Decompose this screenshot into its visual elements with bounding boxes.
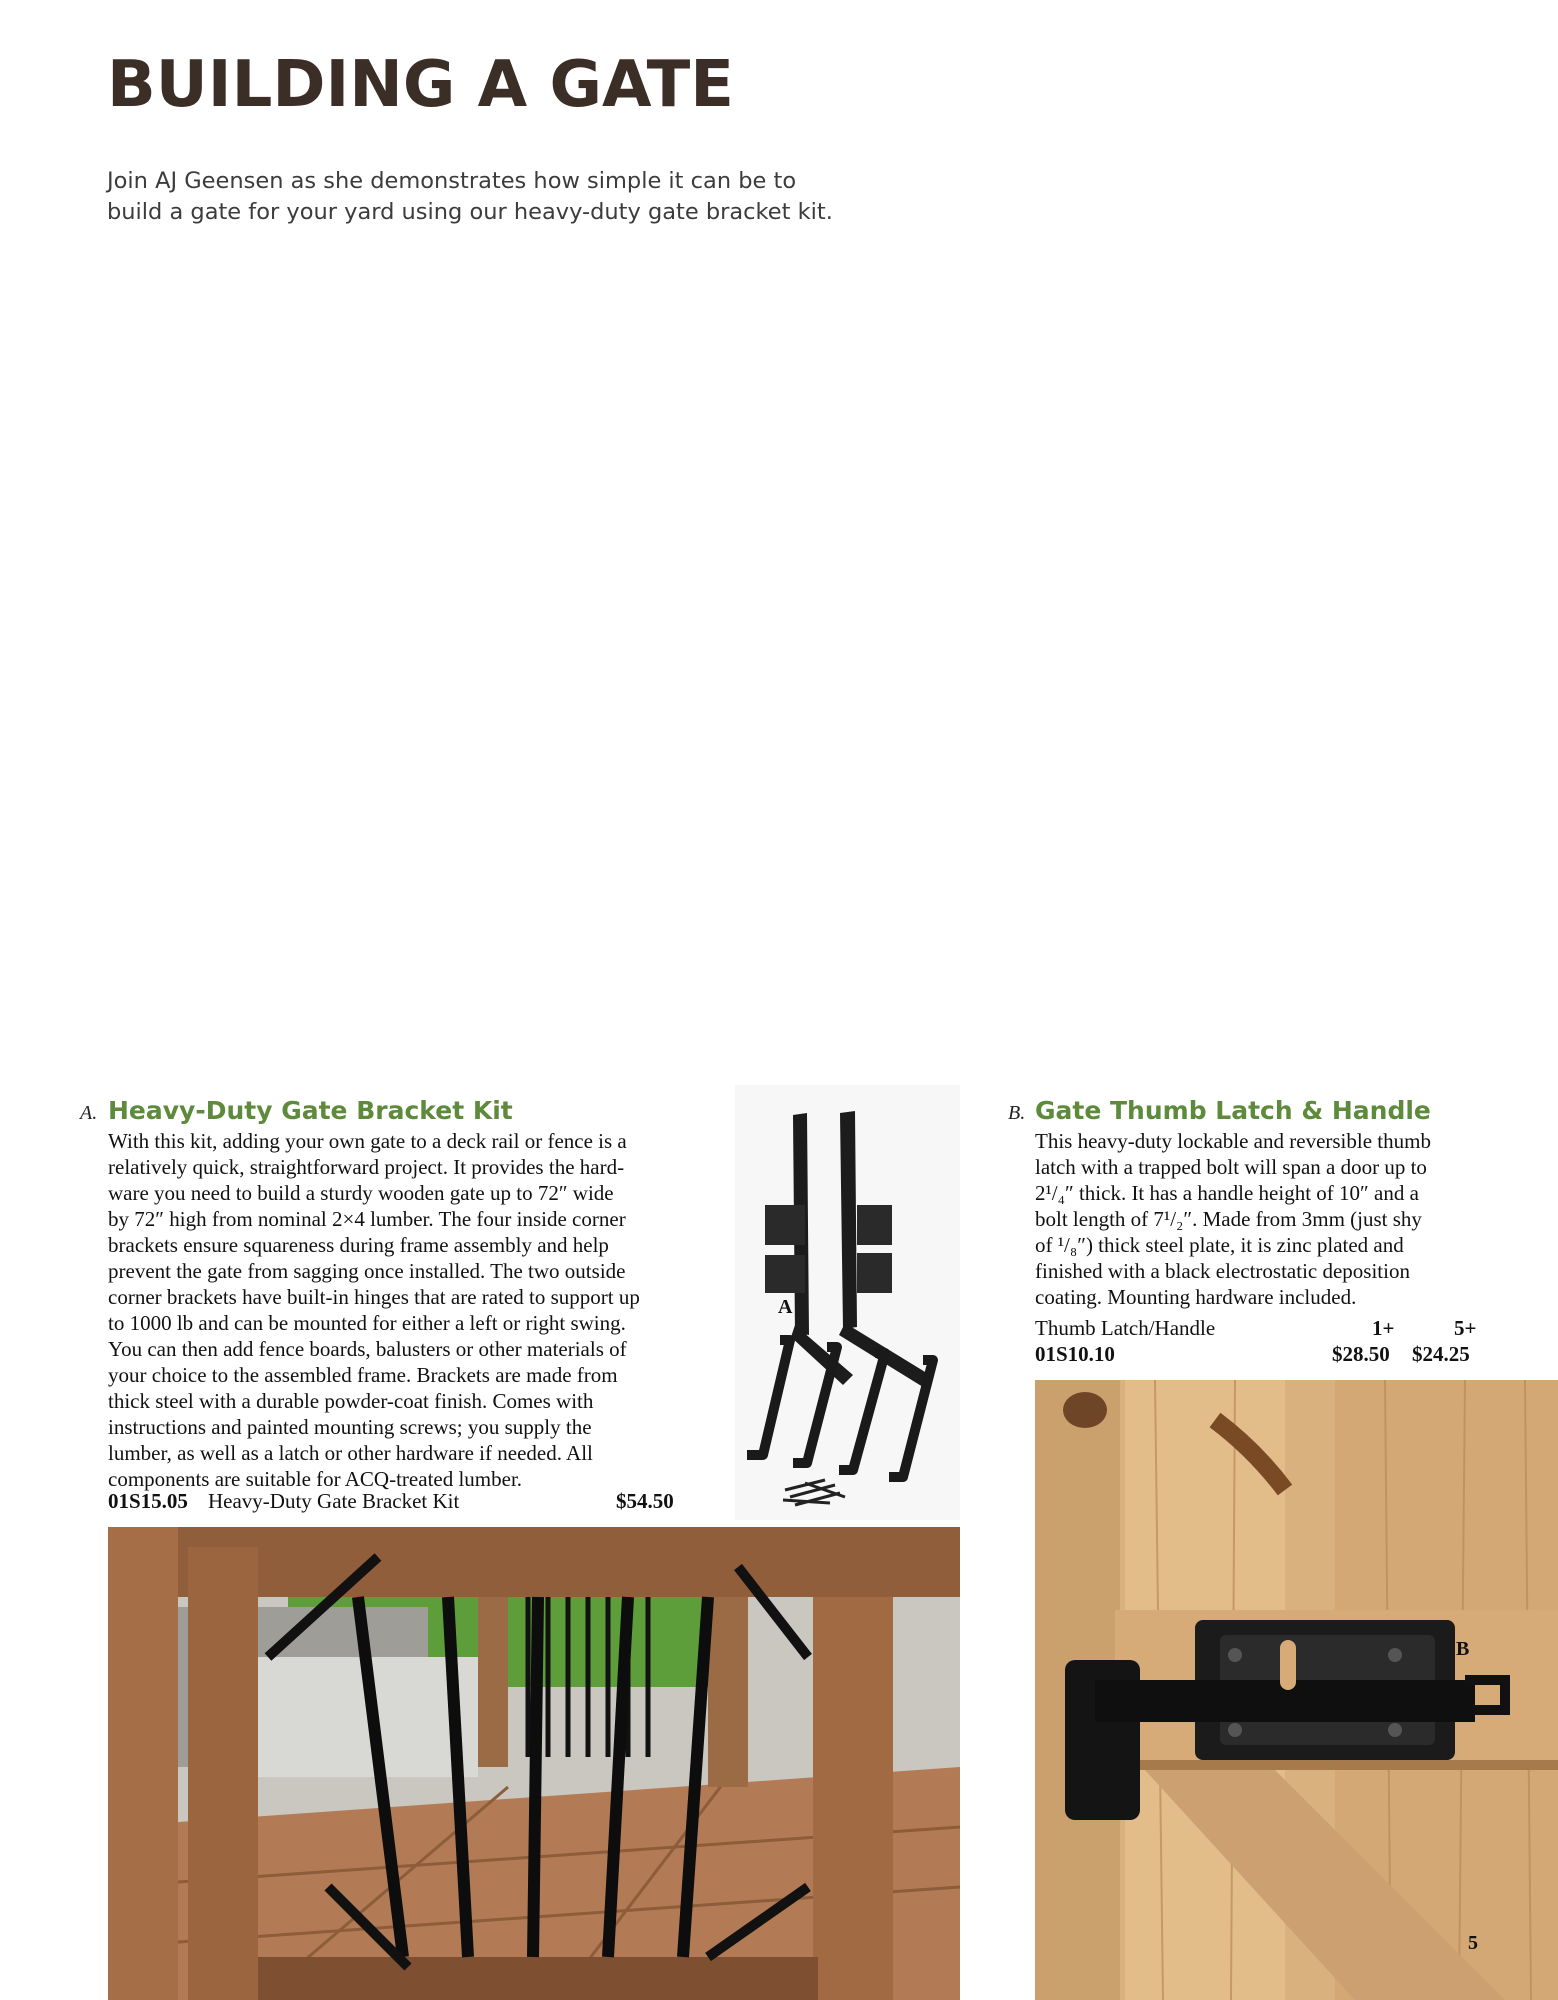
description-line: instructions and painted mounting screws; you supply the xyxy=(108,1415,592,1439)
product-a-sku: 01S15.05 xyxy=(108,1489,188,1513)
product-a-heading: Heavy-Duty Gate Bracket Kit xyxy=(108,1096,513,1125)
product-a-sku-name: Heavy-Duty Gate Bracket Kit xyxy=(208,1489,460,1513)
product-b-price: $28.50 xyxy=(1332,1342,1390,1366)
description-line: prevent the gate from sagging once installed. The two outside xyxy=(108,1259,626,1283)
latch-photo xyxy=(1035,1380,1558,2000)
gate-scene xyxy=(108,1527,960,2000)
product-a-image-label: A xyxy=(778,1296,793,1318)
product-b-qty-header: 1+ xyxy=(1372,1316,1395,1340)
latch-scene xyxy=(1035,1380,1558,2000)
description-line: thick steel with a durable powder-coat finish. Comes with xyxy=(108,1389,594,1413)
description-line: bolt length of 7¹/₂″. Made from 3mm (just shy xyxy=(1035,1207,1422,1231)
intro-line: Join AJ Geensen as she demonstrates how simple it can be to xyxy=(107,168,797,194)
bracket-kit-illustration xyxy=(735,1085,960,1520)
description-line: relatively quick, straightforward project. It provides the hard- xyxy=(108,1155,625,1179)
product-b-qty-header: 5+ xyxy=(1454,1316,1477,1340)
product-b-price: $24.25 xyxy=(1412,1342,1470,1366)
description-line: latch with a trapped bolt will span a door up to xyxy=(1035,1155,1427,1179)
product-a-letter: A. xyxy=(80,1102,98,1124)
description-line: ware you need to build a sturdy wooden gate up to 72″ wide xyxy=(108,1181,614,1205)
description-line: finished with a black electrostatic deposition xyxy=(1035,1259,1410,1283)
description-line: 2¹/₄″ thick. It has a handle height of 10″ and a xyxy=(1035,1181,1419,1205)
description-line: brackets ensure squareness during frame assembly and help xyxy=(108,1233,609,1257)
product-a-description xyxy=(108,1128,640,1492)
description-line: lumber, as well as a latch or other hardware if needed. All xyxy=(108,1441,593,1465)
product-b-sku: 01S10.10 xyxy=(1035,1342,1115,1366)
product-b-letter: B. xyxy=(1008,1102,1026,1124)
description-line: by 72″ high from nominal 2×4 lumber. The four inside corner xyxy=(108,1207,626,1231)
intro-line: build a gate for your yard using our heavy-duty gate bracket kit. xyxy=(107,199,833,225)
page-title: BUILDING A GATE xyxy=(107,48,734,122)
description-line: With this kit, adding your own gate to a deck rail or fence is a xyxy=(108,1129,627,1153)
product-a-price: $54.50 xyxy=(616,1489,674,1513)
product-b-description xyxy=(1035,1128,1431,1310)
product-b-item-name: Thumb Latch/Handle xyxy=(1035,1316,1216,1340)
description-line: of ¹/₈″) thick steel plate, it is zinc plated and xyxy=(1035,1233,1404,1257)
description-line: your choice to the assembled frame. Brackets are made from xyxy=(108,1363,618,1387)
description-line: corner brackets have built-in hinges that are rated to support up xyxy=(108,1285,640,1309)
description-line: components are suitable for ACQ-treated lumber. xyxy=(108,1467,523,1491)
description-line: This heavy-duty lockable and reversible thumb xyxy=(1035,1129,1431,1153)
product-b-heading: Gate Thumb Latch & Handle xyxy=(1035,1096,1431,1125)
bracket-kit-product-image xyxy=(735,1085,960,1520)
product-b-image-label: B xyxy=(1456,1638,1470,1660)
gate-photo xyxy=(108,1527,960,2000)
intro-text xyxy=(107,166,867,228)
description-line: You can then add fence boards, balusters or other materials of xyxy=(108,1337,627,1361)
description-line: coating. Mounting hardware included. xyxy=(1035,1285,1357,1309)
description-line: to 1000 lb and can be mounted for either a left or right swing. xyxy=(108,1311,626,1335)
page-number: 5 xyxy=(1468,1932,1478,1954)
